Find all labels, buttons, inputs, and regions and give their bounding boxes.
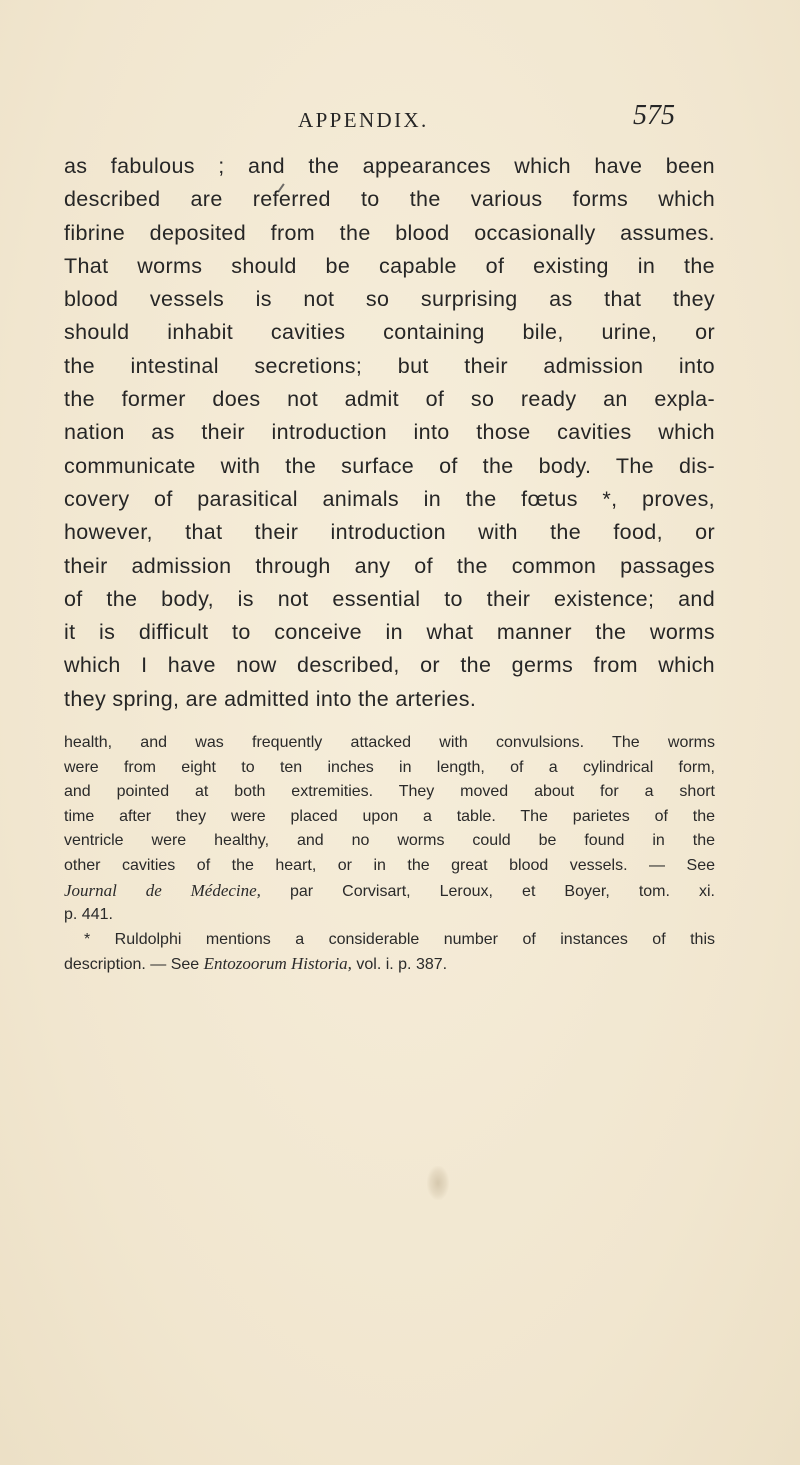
body-line: which I have now described, or the germs from which [64, 653, 715, 678]
body-line: blood vessels is not so surprising as that they [64, 287, 715, 312]
footnote-line: and pointed at both extremities. They moved about for a short [64, 783, 715, 801]
body-line: fibrine deposited from the blood occasionally assumes. [64, 220, 715, 245]
star-ref-suffix: vol. i. p. 387. [351, 956, 448, 974]
footnote-journal-line [64, 879, 715, 904]
body-line: however, that their introduction with the food, or [64, 520, 715, 545]
journal-details: par Corvisart, Leroux, et Boyer, tom. xi. [260, 882, 715, 900]
body-line: as fabulous ; and the appearances which have been [64, 154, 715, 178]
body-line: the intestinal secretions; but their admission into [64, 353, 715, 378]
body-line: nation as their introduction into those cavities which [64, 420, 715, 445]
paper-stain [427, 1166, 449, 1200]
journal-title: Journal de Médecine, [64, 880, 261, 900]
body-line: it is difficult to conceive in what manner the worms [64, 620, 715, 645]
body-line: That worms should be capable of existing in the [64, 253, 715, 278]
body-line: they spring, are admitted into the arteries. [64, 686, 477, 711]
body-line: should inhabit cavities containing bile, urine, or [64, 320, 715, 345]
footnote-page-ref: p. 441. [64, 906, 113, 924]
running-head [60, 100, 740, 136]
footnotes [64, 731, 715, 977]
body-text [64, 150, 715, 716]
star-ref-prefix: description. — See [64, 956, 204, 974]
footnote-line: were from eight to ten inches in length, of a cylindrical form, [64, 758, 715, 776]
footnote-line: time after they were placed upon a table. The parietes of the [64, 807, 715, 825]
footnote-line: other cavities of the heart, or in the great blood vessels. — See [64, 856, 715, 874]
body-line: of the body, is not essential to their existence; and [64, 586, 715, 611]
footnote-line: ventricle were healthy, and no worms could be found in the [64, 832, 715, 850]
body-line: communicate with the surface of the body. The dis- [64, 453, 715, 478]
footnote-star-line: * Ruldolphi mentions a considerable number of instances of this [84, 930, 715, 948]
body-line: their admission through any of the common passages [64, 553, 715, 578]
footnote-line: health, and was frequently attacked with convulsions. The worms [64, 734, 715, 751]
entozoorum-title: Entozoorum Historia, [203, 954, 352, 974]
body-line: described are referred to the various forms which [64, 187, 715, 212]
page-number: 575 [633, 100, 675, 131]
footnote-star-ref [64, 952, 715, 977]
body-line: the former does not admit of so ready an expla- [64, 387, 715, 412]
running-title: APPENDIX. [298, 108, 429, 132]
body-line: covery of parasitical animals in the fœtus *, proves, [64, 486, 715, 511]
